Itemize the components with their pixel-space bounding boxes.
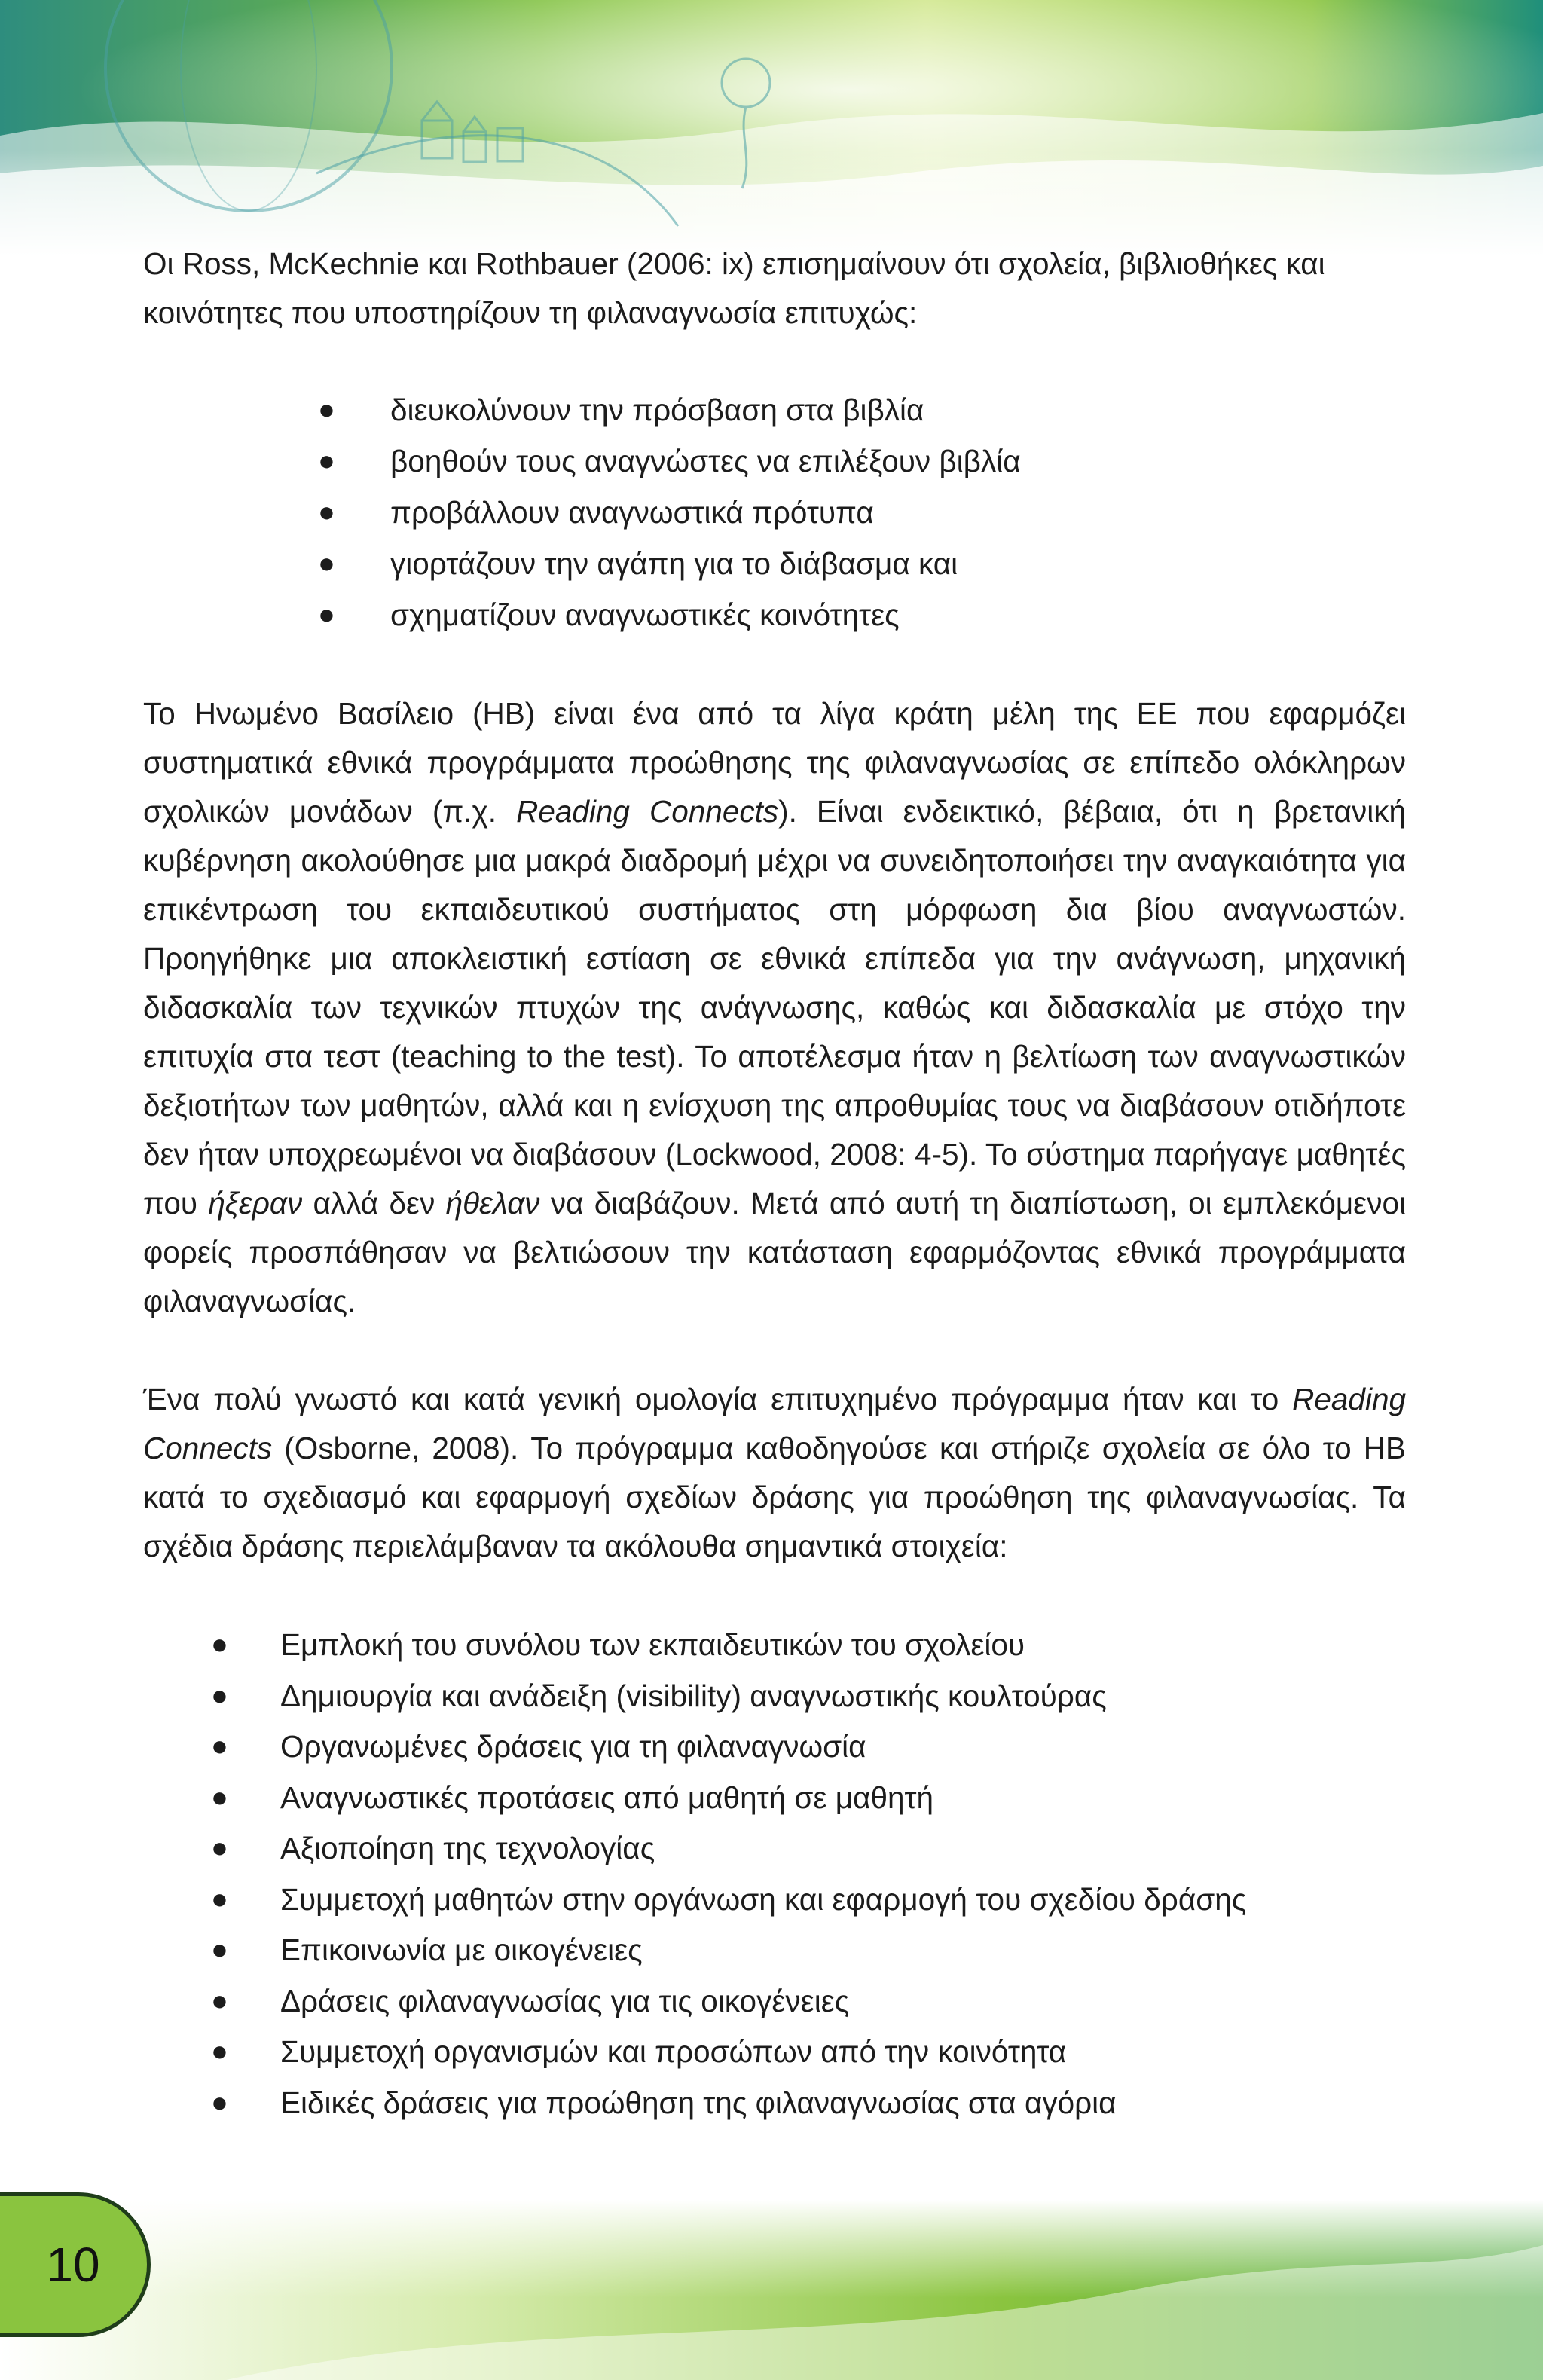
page-number: 10 [46, 2238, 100, 2292]
list-item: ● σχηματίζουν αναγνωστικές κοινότητες [143, 589, 1406, 640]
list-item: ● Αναγνωστικές προτάσεις από μαθητή σε μαθητή [143, 1773, 1406, 1824]
bullet-icon: ● [318, 548, 335, 579]
action-plan-list [143, 1620, 1406, 2128]
uk-paragraph: Το Ηνωμένο Βασίλειο (ΗΒ) είναι ένα από τα λίγα κράτη μέλη της ΕΕ που εφαρμόζει συστηματικά εθνικά προγράμματα προώθησης της φιλαναγνωσίας σε επίπεδο ολόκληρων σχολικών μονάδων (π.χ. Reading Connects). Είναι ενδεικτικό, βέβαια, ότι η βρετανική κυβέρνηση ακολούθησε μια μακρά διαδρομή μέχρι να συνειδητοποιήσει την αναγκαιότητα για επικέντρωση του εκπαιδευτικού συστήματος στη μόρφωση δια βίου αναγνωστών. Προηγήθηκε μια αποκλειστική εστίαση σε εθνικά επίπεδα για την ανάγνωση, μηχανική διδασκαλία των τεχνικών πτυχών της ανάγνωσης, καθώς και διδασκαλία με στόχο την επιτυχία στα τεστ (teaching to the test). Το αποτέλεσμα ήταν η βελτίωση των αναγνωστικών δεξιοτήτων των μαθητών, αλλά και η ενίσχυση της απροθυμίας τους να διαβάσουν οτιδήποτε δεν ήταν υποχρεωμένοι να διαβάσουν (Lockwood, 2008: 4-5). Το σύστημα παρήγαγε μαθητές που ήξεραν αλλά δεν ήθελαν να διαβάζουν. Μετά από αυτή τη διαπίστωση, οι εμπλεκόμενοι φορείς προσπάθησαν να βελτιώσουν την κατάσταση εφαρμόζοντας εθνικά προγράμματα φιλαναγνωσίας. [143, 696, 1407, 1318]
bullet-icon: ● [318, 599, 335, 631]
list-item: ● γιορτάζουν την αγάπη για το διάβασμα και [143, 538, 1406, 589]
list-item: ● βοηθούν τους αναγνώστες να επιλέξουν βιβλία [143, 435, 1406, 487]
list-item: ● Ειδικές δράσεις για προώθηση της φιλαναγνωσίας στα αγόρια [143, 2078, 1406, 2129]
reading-connects-paragraph: Ένα πολύ γνωστό και κατά γενική ομολογία επιτυχημένο πρόγραμμα ήταν και το Reading Connects (Osborne, 2008). Το πρόγραμμα καθοδηγούσε και στήριζε σχολεία σε όλο το ΗΒ κατά το σχεδιασμό και εφαρμογή σχεδίων δράσης για προώθηση της φιλαναγνωσίας. Τα σχέδια δράσης περιελάμβαναν τα ακόλουθα σημαντικά στοιχεία: [143, 1382, 1406, 1563]
bullet-icon: ● [211, 1679, 228, 1712]
bullet-icon: ● [211, 2036, 228, 2067]
list-item: ● Δράσεις φιλαναγνωσίας για τις οικογένειες [143, 1976, 1406, 2027]
list-item: ● προβάλλουν αναγνωστικά πρότυπα [143, 487, 1406, 538]
list-item: ● Εμπλοκή του συνόλου των εκπαιδευτικών του σχολείου [143, 1620, 1406, 1671]
bullet-icon: ● [211, 1883, 228, 1915]
bullet-icon: ● [211, 1731, 228, 1762]
intro-paragraph: Οι Ross, McKechnie και Rothbauer (2006: ix) επισημαίνουν ότι σχολεία, βιβλιοθήκες και κοινότητες που υποστηρίζουν τη φιλαναγνωσία επιτυχώς: [143, 246, 1325, 330]
footer-decoration [0, 2200, 1543, 2380]
bullet-icon: ● [211, 1629, 228, 1661]
support-list [143, 384, 1406, 640]
bullet-icon: ● [211, 2086, 228, 2119]
list-item: ● Επικοινωνία με οικογένειες [143, 1925, 1406, 1976]
bullet-icon: ● [211, 1781, 228, 1813]
list-item: ● Αξιοποίηση της τεχνολογίας [143, 1823, 1406, 1874]
list-item: ● διευκολύνουν την πρόσβαση στα βιβλία [143, 384, 1406, 435]
list-item: ● Συμμετοχή οργανισμών και προσώπων από την κοινότητα [143, 2027, 1406, 2078]
bullet-icon: ● [211, 1832, 228, 1864]
list-item: ● Δημιουργία και ανάδειξη (visibility) αναγνωστικής κουλτούρας [143, 1671, 1406, 1722]
bullet-icon: ● [318, 445, 335, 477]
header-decoration [0, 0, 1543, 256]
bullet-icon: ● [318, 496, 335, 528]
page-content [143, 240, 1406, 2128]
bullet-icon: ● [211, 1984, 228, 2017]
list-item: ● Συμμετοχή μαθητών στην οργάνωση και εφαρμογή του σχεδίου δράσης [143, 1874, 1406, 1926]
page-number-badge [0, 2192, 151, 2337]
list-item: ● Οργανωμένες δράσεις για τη φιλαναγνωσία [143, 1722, 1406, 1773]
bullet-icon: ● [211, 1934, 228, 1966]
bullet-icon: ● [318, 394, 335, 426]
